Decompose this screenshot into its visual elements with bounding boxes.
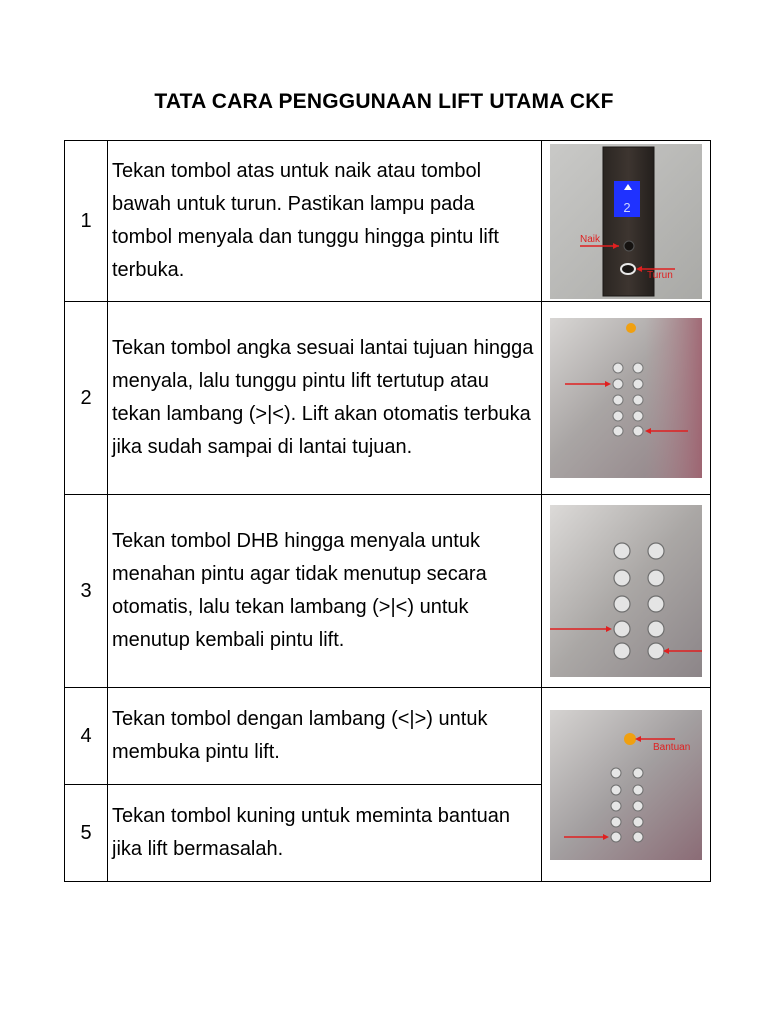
step-number: 1 (65, 141, 108, 302)
step-row (65, 688, 711, 785)
step-text: Tekan tombol dengan lambang (<|>) untuk membuka pintu lift. (108, 688, 542, 785)
step-photo-cell (542, 688, 711, 882)
steps-table (64, 140, 711, 882)
label-bantuan: Bantuan (653, 741, 691, 753)
label-turun: Turun (647, 269, 673, 281)
page-title: TATA CARA PENGGUNAAN LIFT UTAMA CKF (154, 90, 614, 113)
step-text: Tekan tombol angka sesuai lantai tujuan hingga menyala, lalu tunggu pintu lift tertutup atau tekan lambang (>|<). Lift akan otomatis terbuka jika sudah sampai di lantai tujuan. (108, 302, 542, 495)
step-row (65, 495, 711, 688)
step-photo-cell (542, 302, 711, 495)
step-number: 3 (65, 495, 108, 688)
step-number: 5 (65, 785, 108, 882)
step-text: Tekan tombol DHB hingga menyala untuk menahan pintu agar tidak menutup secara otomatis, lalu tekan lambang (>|<) untuk menutup kembali pintu lift. (108, 495, 542, 688)
step-row (65, 302, 711, 495)
button-panel-photo (550, 318, 702, 478)
label-naik: Naik (580, 233, 601, 245)
button-panel-closeup-photo (550, 505, 702, 677)
step-text: Tekan tombol kuning untuk meminta bantuan jika lift bermasalah. (108, 785, 542, 882)
floor-display: 2 (623, 199, 631, 215)
step-row (65, 141, 711, 302)
step-number: 4 (65, 688, 108, 785)
step-text: Tekan tombol atas untuk naik atau tombol bawah untuk turun. Pastikan lampu pada tombol menyala dan tunggu hingga pintu lift terbuka. (108, 141, 542, 302)
step-photo-cell (542, 141, 711, 302)
step-photo-cell (542, 495, 711, 688)
step-number: 2 (65, 302, 108, 495)
help-button-panel-photo (550, 710, 702, 860)
call-panel-photo (550, 144, 702, 299)
